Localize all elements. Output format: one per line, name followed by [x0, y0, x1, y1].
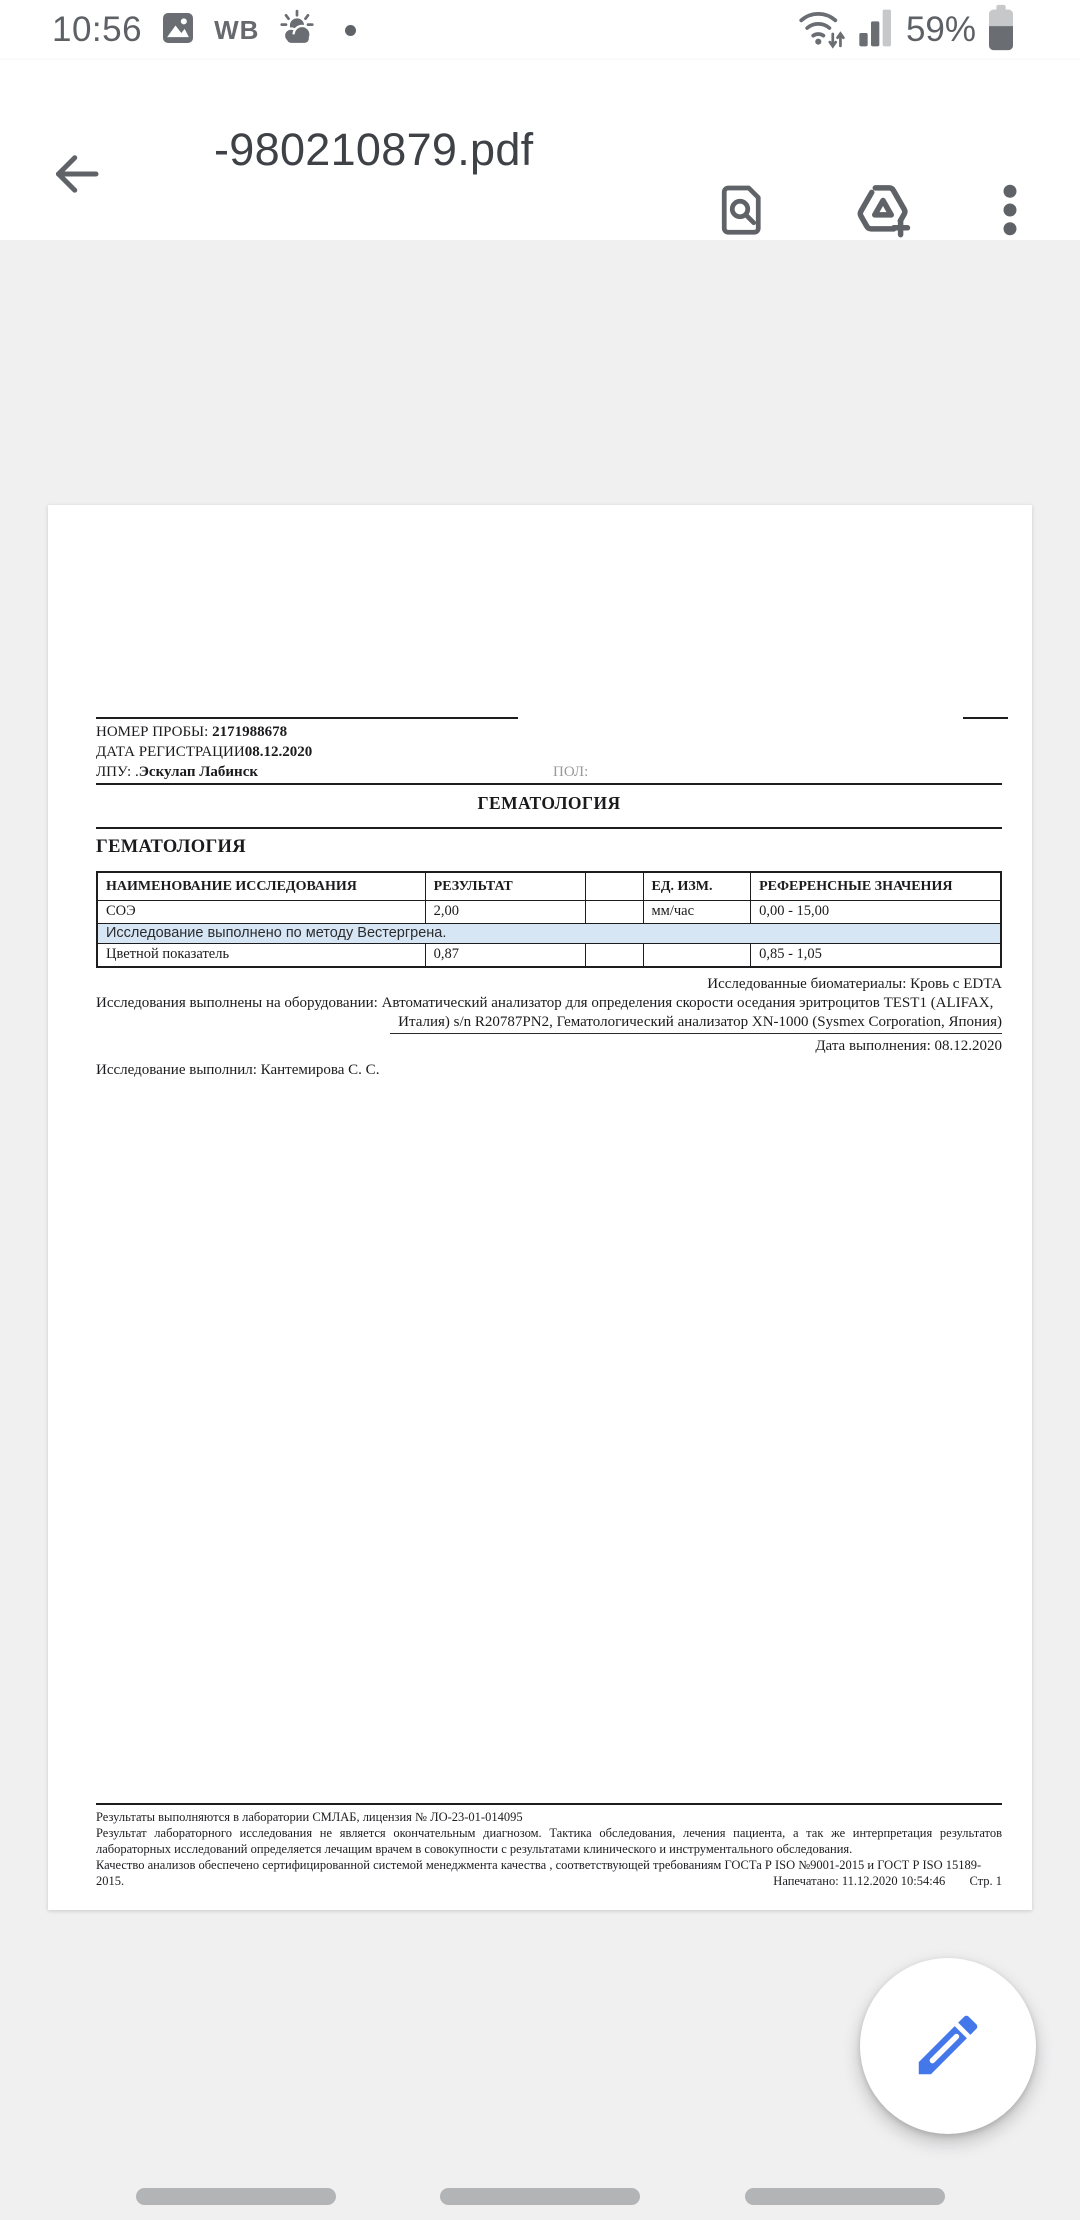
edit-fab-button[interactable] [860, 1958, 1036, 2134]
add-to-drive-button[interactable] [850, 178, 916, 247]
sample-number-row: НОМЕР ПРОБЫ: 2171988678 [96, 724, 288, 740]
cell-unit: мм/час [643, 901, 751, 924]
cell-name: Цветной показатель [97, 944, 425, 968]
cell-flag [585, 901, 643, 924]
pdf-page [48, 505, 1032, 1910]
printed-timestamp: Напечатано: 11.12.2020 10:54:46 [773, 1874, 946, 1888]
wifi-arrows-icon [794, 5, 846, 56]
header-rule-left [96, 717, 518, 719]
back-arrow-icon [46, 192, 106, 207]
battery-icon [986, 4, 1016, 57]
registration-date-row: ДАТА РЕГИСТРАЦИИ08.12.2020 [96, 744, 313, 760]
col-header-name: НАИМЕНОВАНИЕ ИССЛЕДОВАНИЯ [97, 872, 425, 901]
col-header-result: РЕЗУЛЬТАТ [425, 872, 585, 901]
sex-field-faded: ПОЛ: [553, 764, 589, 780]
equipment-line-2: Италия) s/n R20787PN2, Гематологический анализатор XN-1000 (Sysmex Corporation, Япония) [398, 1014, 1002, 1030]
footer-rule [96, 1803, 1002, 1805]
footer-disclaimer: Результат лабораторного исследования не является окончательным диагнозом. Тактика обследования, лечения пациента, а так же интерпретация результатов лабораторных исследований определяется лечащим врачем в совокупности с результатами клинического и инструментального обследования. [96, 1826, 1002, 1856]
cell-unit [643, 944, 751, 968]
sample-number-value: 2171988678 [212, 724, 288, 740]
col-header-flag [585, 872, 643, 901]
header-bottom-rule [96, 783, 1002, 785]
cell-name: СОЭ [97, 901, 425, 924]
document-title: -980210879.pdf [214, 124, 534, 175]
results-table [96, 871, 1002, 968]
weather-icon [275, 7, 319, 54]
pencil-edit-icon [909, 2006, 987, 2087]
equipment-line-1: Исследования выполнены на оборудовании: Автоматический анализатор для определения скорости оседания эритроцитов TEST1 (ALIFAX, [96, 995, 994, 1011]
footer-printed-line [96, 1873, 1002, 1889]
pdf-viewer-canvas[interactable] [0, 240, 1080, 2220]
photo-icon [158, 8, 198, 53]
app-bar [0, 60, 1080, 240]
biomaterials-line: Исследованные биоматериалы: Кровь с EDTA [707, 976, 1002, 992]
battery-percent: 59% [905, 10, 976, 49]
table-header-row [97, 872, 1001, 901]
method-note-row [97, 924, 1001, 944]
table-row [97, 944, 1001, 968]
section-title-left: ГЕМАТОЛОГИЯ [96, 837, 246, 857]
clock: 10:56 [52, 10, 143, 49]
signal-bars-icon [856, 6, 896, 55]
equipment-rule [390, 1033, 1002, 1034]
back-button[interactable] [46, 144, 106, 207]
header-rule-right [963, 717, 1008, 719]
col-header-reference: РЕФЕРЕНСНЫЕ ЗНАЧЕНИЯ [751, 872, 1001, 901]
footer-license: Результаты выполняются в лаборатории СМЛАБ, лицензия № ЛО-23-01-014095 [96, 1810, 523, 1824]
section-rule [96, 827, 1002, 829]
status-bar [0, 0, 1080, 60]
cell-flag [585, 944, 643, 968]
nav-button-back[interactable] [745, 2188, 945, 2205]
nav-button-recents[interactable] [136, 2188, 336, 2205]
col-header-unit: ЕД. ИЗМ. [643, 872, 751, 901]
page-number: Стр. 1 [969, 1874, 1002, 1888]
cell-reference: 0,85 - 1,05 [751, 944, 1001, 968]
table-row [97, 901, 1001, 924]
cell-reference: 0,00 - 15,00 [751, 901, 1001, 924]
nav-button-home[interactable] [440, 2188, 640, 2205]
footer-quality: Качество анализов обеспечено сертифицированной системой менеджмента качества , соответствующей требованиям ГОСТа Р ISO №9001-2015 и ГОСТ Р ISO 15189-2015. [96, 1858, 982, 1888]
overflow-menu-button[interactable] [992, 180, 1028, 243]
wb-app-badge: WB [214, 14, 260, 45]
clinic-value: Эскулап Лабинск [138, 764, 258, 780]
cell-result: 0,87 [425, 944, 585, 968]
cell-result: 2,00 [425, 901, 585, 924]
registration-date-value: 08.12.2020 [244, 744, 313, 760]
method-note: Исследование выполнено по методу Вестергрена. [97, 924, 1001, 944]
find-in-page-button[interactable] [712, 180, 772, 243]
clinic-row: ЛПУ: .Эскулап Лабинск ПОЛ: [96, 764, 589, 780]
section-title-centered: ГЕМАТОЛОГИЯ [477, 793, 621, 813]
performed-date-line: Дата выполнения: 08.12.2020 [815, 1038, 1002, 1054]
notification-dot [345, 25, 356, 36]
performed-by-line: Исследование выполнил: Кантемирова С. С. [96, 1062, 380, 1078]
